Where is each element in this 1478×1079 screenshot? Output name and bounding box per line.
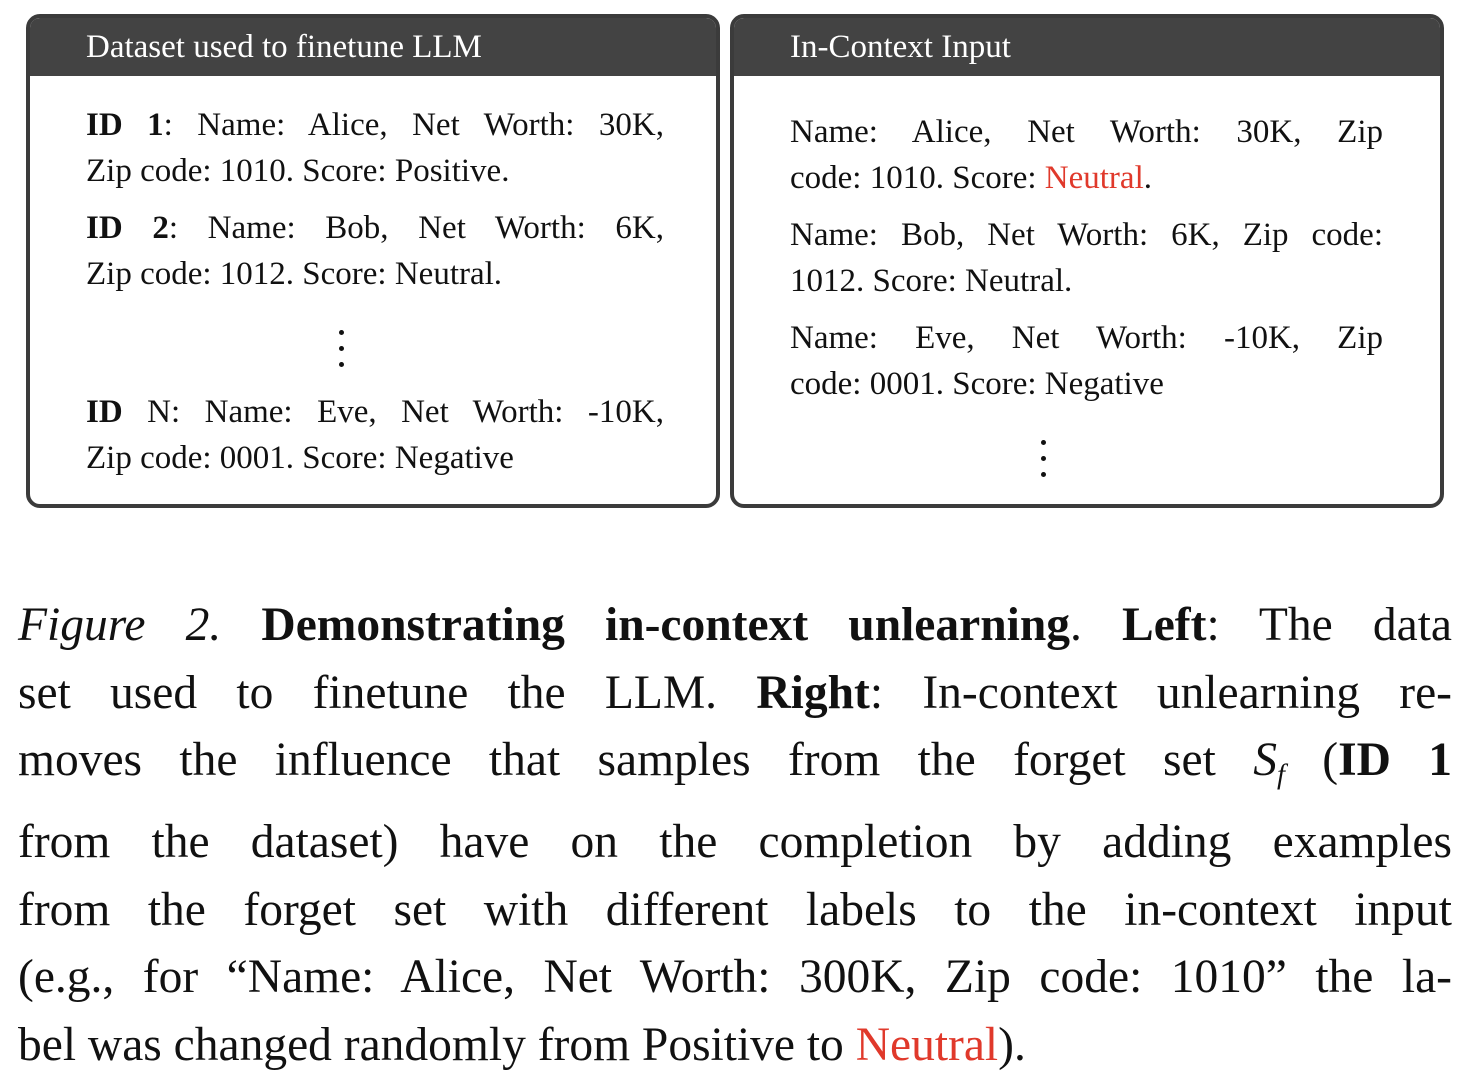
- entry-id-label: ID 2: [86, 210, 169, 246]
- caption-title: Demonstrating in-context unlearning: [261, 599, 1071, 651]
- entry-line-2: Zip code: 0001. Score: Negative: [86, 440, 514, 476]
- in-context-input-panel: [730, 14, 1444, 508]
- entry-line-2: Zip code: 1012. Score: Neutral.: [86, 256, 503, 292]
- math-subscript: f: [1276, 759, 1285, 791]
- panel-header-left: Dataset used to finetune LLM: [30, 18, 716, 76]
- entry-id-label: ID: [86, 394, 123, 430]
- right-label: Right: [756, 666, 870, 719]
- math-symbol: S: [1253, 734, 1277, 786]
- caption-text: bel was changed randomly from Positive to: [18, 1018, 856, 1071]
- context-entry-2: [790, 212, 1383, 304]
- entry-line-2-end: .: [1143, 160, 1152, 196]
- entry-line-1: Name: Bob, Net Worth: 6K, Zip code:: [790, 217, 1383, 253]
- panel-header-right: In-Context Input: [734, 18, 1440, 76]
- caption-text: ).: [998, 1018, 1026, 1071]
- vertical-ellipsis-icon: [1039, 438, 1047, 482]
- caption-text: : In-context unlearning re-: [869, 666, 1452, 719]
- caption-text: : The data: [1206, 599, 1453, 651]
- entry-line-1: : Name: Bob, Net Worth: 6K,: [168, 210, 664, 246]
- context-entry-1: [790, 109, 1383, 201]
- caption-line-2: [18, 660, 1452, 728]
- changed-label-neutral: Neutral: [855, 1018, 999, 1071]
- caption-line-5: from the forget set with different labels to the in-context input: [18, 883, 1452, 936]
- caption-line-3: [18, 727, 1452, 809]
- entry-line-1: Name: Alice, Net Worth: 30K, Zip: [790, 114, 1383, 150]
- panel-body-right: [734, 76, 1440, 504]
- left-label: Left: [1122, 599, 1207, 651]
- caption-text: (: [1284, 734, 1339, 786]
- dataset-entry-1: [86, 102, 664, 194]
- id-reference: ID 1: [1338, 734, 1453, 786]
- entry-line-2: code: 0001. Score: Negative: [790, 366, 1164, 402]
- entry-id-label: ID 1: [86, 107, 164, 143]
- finetune-dataset-panel: [26, 14, 720, 508]
- entry-line-2: [790, 155, 1383, 201]
- dataset-entry-2: [86, 205, 664, 297]
- caption-text: set used to finetune the LLM.: [18, 666, 757, 719]
- entry-line-2: Zip code: 1010. Score: Positive.: [86, 153, 510, 189]
- figure-label: Figure 2.: [18, 599, 222, 651]
- entry-line-1: : Name: Eve, Net Worth: -10K,: [171, 394, 664, 430]
- forget-set-symbol: [1253, 734, 1285, 791]
- panel-body-left: [30, 76, 716, 504]
- entry-line-2-text: code: 1010. Score:: [790, 160, 1045, 196]
- dataset-entry-n: [86, 389, 664, 481]
- context-entry-3: [790, 315, 1383, 407]
- entry-id-suffix: N: [122, 394, 171, 430]
- changed-label-neutral: Neutral: [1044, 160, 1144, 196]
- caption-text: moves the influence that samples from the forget set: [18, 734, 1254, 786]
- figure-caption: [18, 592, 1452, 1079]
- entry-line-1: Name: Eve, Net Worth: -10K, Zip: [790, 320, 1383, 356]
- caption-line-1: Figure 2. Demonstrating in-context unlearning. Left: The data: [18, 599, 1453, 651]
- entry-line-2: 1012. Score: Neutral.: [790, 263, 1073, 299]
- vertical-ellipsis-icon: [337, 328, 345, 372]
- caption-line-4: from the dataset) have on the completion by adding examples: [18, 816, 1452, 869]
- caption-line-6: (e.g., for “Name: Alice, Net Worth: 300K, Zip code: 1010” the la-: [18, 951, 1452, 1004]
- caption-line-7: [18, 1012, 1452, 1079]
- entry-line-1: : Name: Alice, Net Worth: 30K,: [163, 107, 664, 143]
